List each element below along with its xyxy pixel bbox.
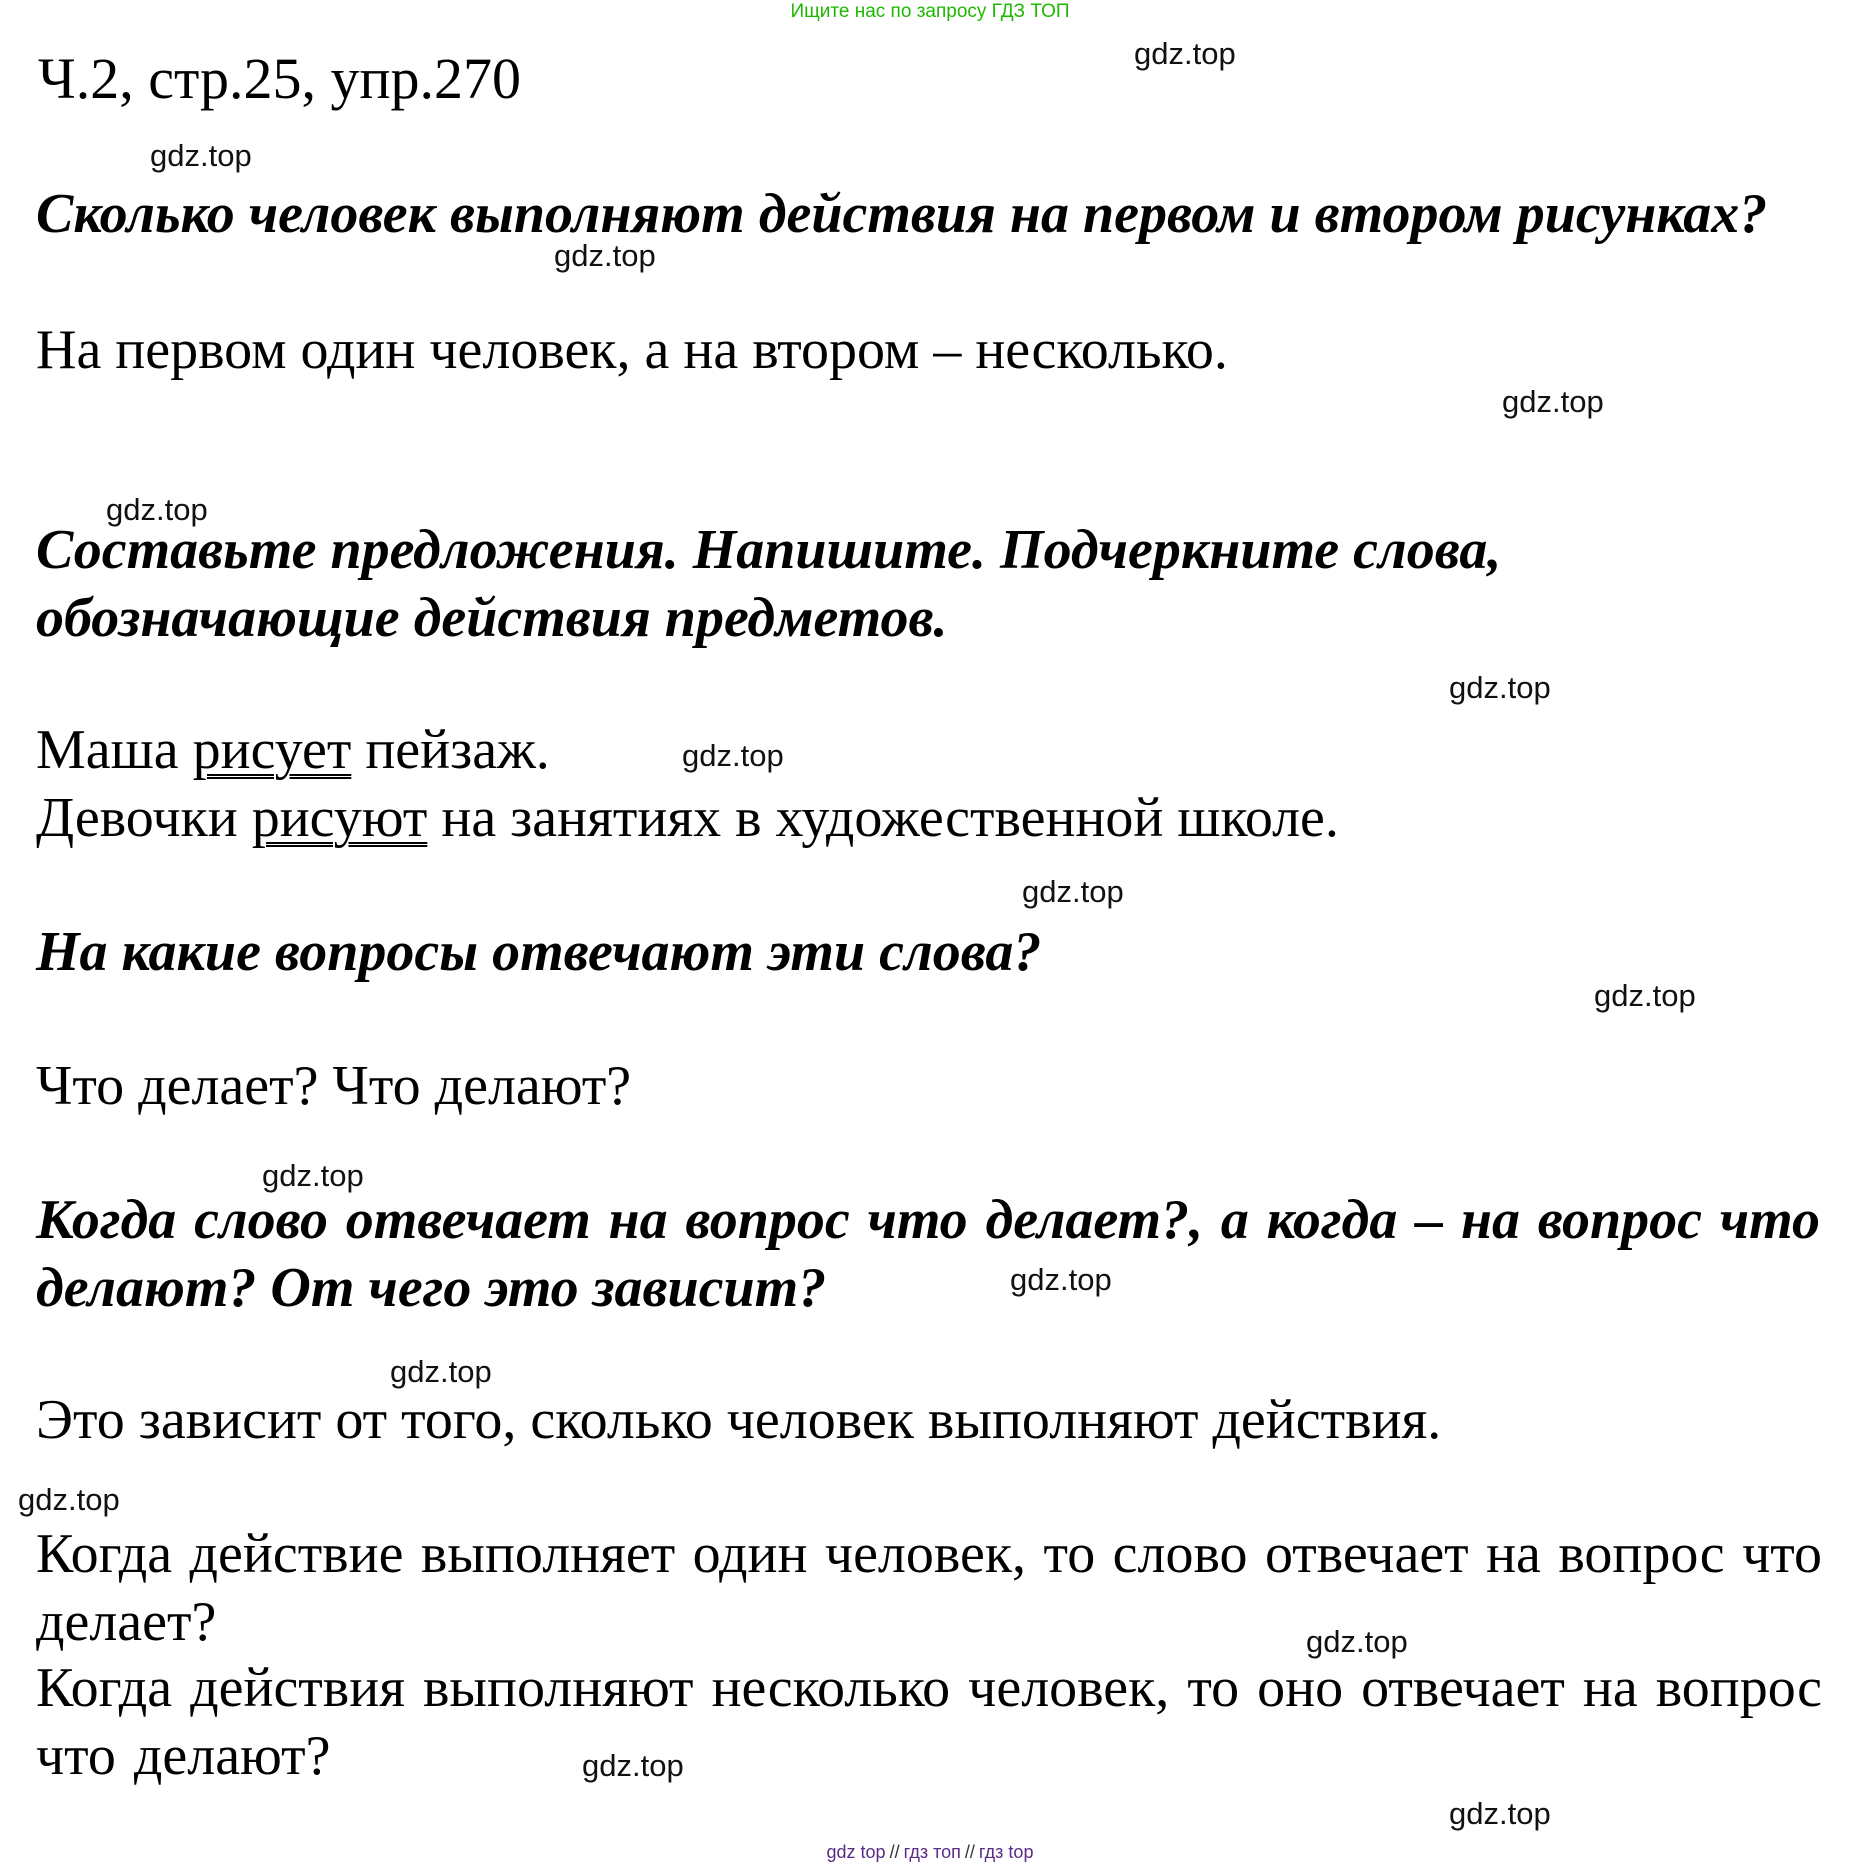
watermark: gdz.top <box>1449 670 1551 705</box>
footer-link-2[interactable]: гдз топ <box>903 1842 961 1862</box>
watermark: gdz.top <box>1306 1624 1408 1659</box>
page-title: Ч.2, стр.25, упр.270 <box>38 46 522 111</box>
question-1: Сколько человек выполняют действия на первом и втором рисунках? <box>36 183 1768 245</box>
watermark: gdz.top <box>554 238 656 273</box>
watermark: gdz.top <box>106 492 208 527</box>
answer-5: Когда действие выполняет один человек, то слово отвечает на вопрос что делает? <box>36 1523 1822 1653</box>
question-2: Составьте предложения. Напишите. Подчеркните слова, обозначающие действия предметов. <box>36 519 1502 649</box>
question-3: На какие вопросы отвечают эти слова? <box>36 921 1042 983</box>
answer-2-line-2-after: на занятиях в художественной школе. <box>427 787 1339 849</box>
watermark: gdz.top <box>1134 36 1236 71</box>
answer-3: Что делает? Что делают? <box>36 1055 632 1117</box>
question-4: Когда слово отвечает на вопрос что делает?, а когда – на вопрос что делают? От чего это зависит? <box>36 1189 1820 1319</box>
watermark: gdz.top <box>682 738 784 773</box>
watermark: gdz.top <box>1010 1262 1112 1297</box>
answer-2-line-1-before: Маша <box>36 719 193 781</box>
watermark: gdz.top <box>390 1354 492 1389</box>
answer-2-line-1-after: пейзаж. <box>351 719 550 781</box>
answer-6: Когда действия выполняют несколько человек, то оно отвечает на вопрос что делают? <box>36 1657 1822 1787</box>
footer-link-1[interactable]: gdz top <box>826 1842 886 1862</box>
top-banner: Ищите нас по запросу ГДЗ ТОП <box>790 1 1070 22</box>
answer-1: На первом один человек, а на втором – несколько. <box>36 319 1228 381</box>
watermark: gdz.top <box>582 1748 684 1783</box>
underlined-verb-1: рисует <box>192 719 352 781</box>
footer-separator: // <box>964 1842 975 1862</box>
answer-2-line-2 <box>36 784 1822 852</box>
watermark: gdz.top <box>150 138 252 173</box>
underlined-verb-2: рисуют <box>251 787 428 849</box>
answer-4: Это зависит от того, сколько человек выполняют действия. <box>36 1389 1442 1451</box>
watermark: gdz.top <box>1449 1796 1551 1831</box>
answer-2-line-2-before: Девочки <box>36 787 252 849</box>
watermark: gdz.top <box>1594 978 1696 1013</box>
watermark: gdz.top <box>1022 874 1124 909</box>
watermark: gdz.top <box>1502 384 1604 419</box>
answer-2-line-1 <box>36 716 1822 784</box>
footer-link-3[interactable]: гдз top <box>978 1842 1034 1862</box>
watermark: gdz.top <box>262 1158 364 1193</box>
footer-links <box>0 1842 1860 1863</box>
footer-separator: // <box>889 1842 900 1862</box>
watermark: gdz.top <box>18 1482 120 1517</box>
